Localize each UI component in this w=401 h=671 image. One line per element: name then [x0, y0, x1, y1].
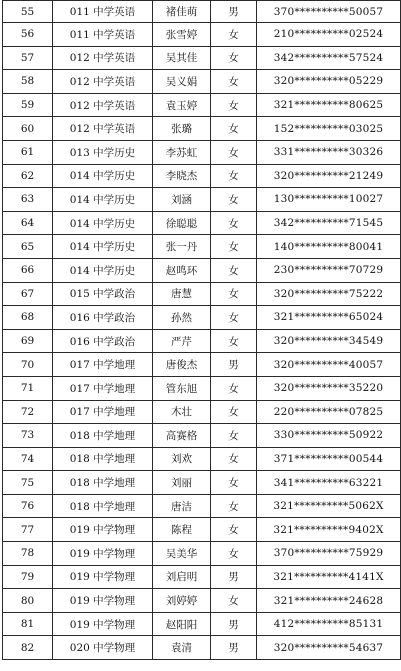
table-row	[3, 46, 401, 70]
row-number-cell: 82	[3, 636, 53, 660]
gender-cell: 女	[211, 23, 257, 47]
subject-cell: 017 中学地理	[53, 400, 153, 424]
name-cell: 刘启明	[153, 565, 211, 589]
subject-cell: 019 中学物理	[53, 565, 153, 589]
gender-cell: 男	[211, 353, 257, 377]
name-cell: 袁玉婷	[153, 93, 211, 117]
table-row	[3, 329, 401, 353]
table-row	[3, 636, 401, 660]
row-number-cell: 57	[3, 46, 53, 70]
row-number-cell: 61	[3, 140, 53, 164]
subject-cell: 015 中学政治	[53, 282, 153, 306]
id-number-cell: 370**********50057	[257, 1, 401, 23]
id-number-cell: 371**********00544	[257, 447, 401, 471]
name-cell: 张璐	[153, 117, 211, 141]
id-number-cell: 342**********71545	[257, 211, 401, 235]
name-cell: 高赛格	[153, 424, 211, 448]
gender-cell: 女	[211, 258, 257, 282]
id-number-cell: 321**********24628	[257, 589, 401, 613]
subject-cell: 014 中学历史	[53, 188, 153, 212]
name-cell: 唐洁	[153, 494, 211, 518]
row-number-cell: 74	[3, 447, 53, 471]
id-number-cell: 330**********50922	[257, 424, 401, 448]
gender-cell: 女	[211, 188, 257, 212]
gender-cell: 女	[211, 117, 257, 141]
row-number-cell: 80	[3, 589, 53, 613]
subject-cell: 019 中学物理	[53, 542, 153, 566]
id-number-cell: 342**********57524	[257, 46, 401, 70]
gender-cell: 女	[211, 164, 257, 188]
name-cell: 孙然	[153, 306, 211, 330]
name-cell: 刘丽	[153, 471, 211, 495]
id-number-cell: 320**********34549	[257, 329, 401, 353]
row-number-cell: 56	[3, 23, 53, 47]
name-cell: 管东旭	[153, 376, 211, 400]
row-number-cell: 79	[3, 565, 53, 589]
name-cell: 唐俊杰	[153, 353, 211, 377]
row-number-cell: 62	[3, 164, 53, 188]
subject-cell: 014 中学历史	[53, 164, 153, 188]
gender-cell: 女	[211, 140, 257, 164]
id-number-cell: 320**********35220	[257, 376, 401, 400]
subject-cell: 018 中学地理	[53, 494, 153, 518]
id-number-cell: 320**********40057	[257, 353, 401, 377]
subject-cell: 018 中学地理	[53, 447, 153, 471]
name-cell: 吴义娟	[153, 70, 211, 94]
id-number-cell: 320**********21249	[257, 164, 401, 188]
gender-cell: 女	[211, 542, 257, 566]
subject-cell: 019 中学物理	[53, 589, 153, 613]
table-row	[3, 542, 401, 566]
gender-cell: 女	[211, 329, 257, 353]
name-cell: 木壮	[153, 400, 211, 424]
id-number-cell: 210**********02524	[257, 23, 401, 47]
subject-cell: 018 中学地理	[53, 424, 153, 448]
row-number-cell: 66	[3, 258, 53, 282]
name-cell: 吴美华	[153, 542, 211, 566]
gender-cell: 女	[211, 518, 257, 542]
id-number-cell: 152**********03025	[257, 117, 401, 141]
subject-cell: 020 中学物理	[53, 636, 153, 660]
name-cell: 褚佳萌	[153, 1, 211, 23]
name-cell: 唐慧	[153, 282, 211, 306]
gender-cell: 女	[211, 282, 257, 306]
id-number-cell: 321**********80625	[257, 93, 401, 117]
gender-cell: 女	[211, 211, 257, 235]
table-row	[3, 23, 401, 47]
gender-cell: 女	[211, 589, 257, 613]
table-row	[3, 306, 401, 330]
id-number-cell: 412**********85131	[257, 612, 401, 636]
name-cell: 赵鸣环	[153, 258, 211, 282]
id-number-cell: 320**********75222	[257, 282, 401, 306]
name-cell: 吴其佳	[153, 46, 211, 70]
table-row	[3, 376, 401, 400]
subject-cell: 019 中学物理	[53, 612, 153, 636]
table-row	[3, 424, 401, 448]
row-number-cell: 69	[3, 329, 53, 353]
id-number-cell: 230**********70729	[257, 258, 401, 282]
table-row	[3, 1, 401, 23]
row-number-cell: 64	[3, 211, 53, 235]
id-number-cell: 220**********07825	[257, 400, 401, 424]
subject-cell: 018 中学地理	[53, 471, 153, 495]
candidate-table	[2, 0, 401, 660]
subject-cell: 017 中学地理	[53, 353, 153, 377]
name-cell: 袁清	[153, 636, 211, 660]
subject-cell: 016 中学政治	[53, 306, 153, 330]
subject-cell: 014 中学历史	[53, 211, 153, 235]
name-cell: 刘欢	[153, 447, 211, 471]
gender-cell: 女	[211, 93, 257, 117]
id-number-cell: 320**********05229	[257, 70, 401, 94]
row-number-cell: 81	[3, 612, 53, 636]
row-number-cell: 76	[3, 494, 53, 518]
subject-cell: 012 中学英语	[53, 93, 153, 117]
table-row	[3, 258, 401, 282]
table-row	[3, 612, 401, 636]
name-cell: 徐聪聪	[153, 211, 211, 235]
gender-cell: 女	[211, 306, 257, 330]
table-row	[3, 211, 401, 235]
subject-cell: 019 中学物理	[53, 518, 153, 542]
subject-cell: 014 中学历史	[53, 235, 153, 259]
gender-cell: 女	[211, 400, 257, 424]
row-number-cell: 55	[3, 1, 53, 23]
gender-cell: 女	[211, 494, 257, 518]
table-row	[3, 164, 401, 188]
table-row	[3, 447, 401, 471]
table-row	[3, 140, 401, 164]
row-number-cell: 58	[3, 70, 53, 94]
row-number-cell: 67	[3, 282, 53, 306]
id-number-cell: 321**********5062X	[257, 494, 401, 518]
row-number-cell: 72	[3, 400, 53, 424]
table-row	[3, 518, 401, 542]
table-row	[3, 117, 401, 141]
table-row	[3, 400, 401, 424]
name-cell: 张雪婷	[153, 23, 211, 47]
subject-cell: 012 中学英语	[53, 46, 153, 70]
subject-cell: 017 中学地理	[53, 376, 153, 400]
subject-cell: 016 中学政治	[53, 329, 153, 353]
row-number-cell: 65	[3, 235, 53, 259]
table-row	[3, 70, 401, 94]
name-cell: 严芹	[153, 329, 211, 353]
gender-cell: 男	[211, 636, 257, 660]
gender-cell: 女	[211, 376, 257, 400]
name-cell: 张一丹	[153, 235, 211, 259]
id-number-cell: 321**********4141X	[257, 565, 401, 589]
gender-cell: 女	[211, 424, 257, 448]
gender-cell: 女	[211, 447, 257, 471]
table-row	[3, 188, 401, 212]
table-row	[3, 282, 401, 306]
row-number-cell: 59	[3, 93, 53, 117]
gender-cell: 女	[211, 471, 257, 495]
gender-cell: 男	[211, 565, 257, 589]
table-row	[3, 565, 401, 589]
name-cell: 李苏虹	[153, 140, 211, 164]
gender-cell: 男	[211, 612, 257, 636]
gender-cell: 女	[211, 46, 257, 70]
table-row	[3, 353, 401, 377]
table-row	[3, 494, 401, 518]
table-row	[3, 235, 401, 259]
id-number-cell: 341**********63221	[257, 471, 401, 495]
id-number-cell: 321**********65024	[257, 306, 401, 330]
table-row	[3, 93, 401, 117]
id-number-cell: 321**********9402X	[257, 518, 401, 542]
subject-cell: 011 中学英语	[53, 23, 153, 47]
table-row	[3, 589, 401, 613]
id-number-cell: 331**********30326	[257, 140, 401, 164]
id-number-cell: 320**********54637	[257, 636, 401, 660]
subject-cell: 012 中学英语	[53, 117, 153, 141]
row-number-cell: 78	[3, 542, 53, 566]
row-number-cell: 73	[3, 424, 53, 448]
name-cell: 陈程	[153, 518, 211, 542]
row-number-cell: 70	[3, 353, 53, 377]
id-number-cell: 370**********75929	[257, 542, 401, 566]
row-number-cell: 77	[3, 518, 53, 542]
subject-cell: 012 中学英语	[53, 70, 153, 94]
gender-cell: 女	[211, 70, 257, 94]
name-cell: 刘婷婷	[153, 589, 211, 613]
table-body	[3, 1, 401, 660]
subject-cell: 014 中学历史	[53, 258, 153, 282]
row-number-cell: 63	[3, 188, 53, 212]
name-cell: 李晓杰	[153, 164, 211, 188]
row-number-cell: 68	[3, 306, 53, 330]
subject-cell: 013 中学历史	[53, 140, 153, 164]
subject-cell: 011 中学英语	[53, 1, 153, 23]
row-number-cell: 71	[3, 376, 53, 400]
name-cell: 赵阳阳	[153, 612, 211, 636]
id-number-cell: 140**********80041	[257, 235, 401, 259]
row-number-cell: 60	[3, 117, 53, 141]
gender-cell: 男	[211, 1, 257, 23]
gender-cell: 女	[211, 235, 257, 259]
table-row	[3, 471, 401, 495]
id-number-cell: 130**********10027	[257, 188, 401, 212]
name-cell: 刘涵	[153, 188, 211, 212]
row-number-cell: 75	[3, 471, 53, 495]
